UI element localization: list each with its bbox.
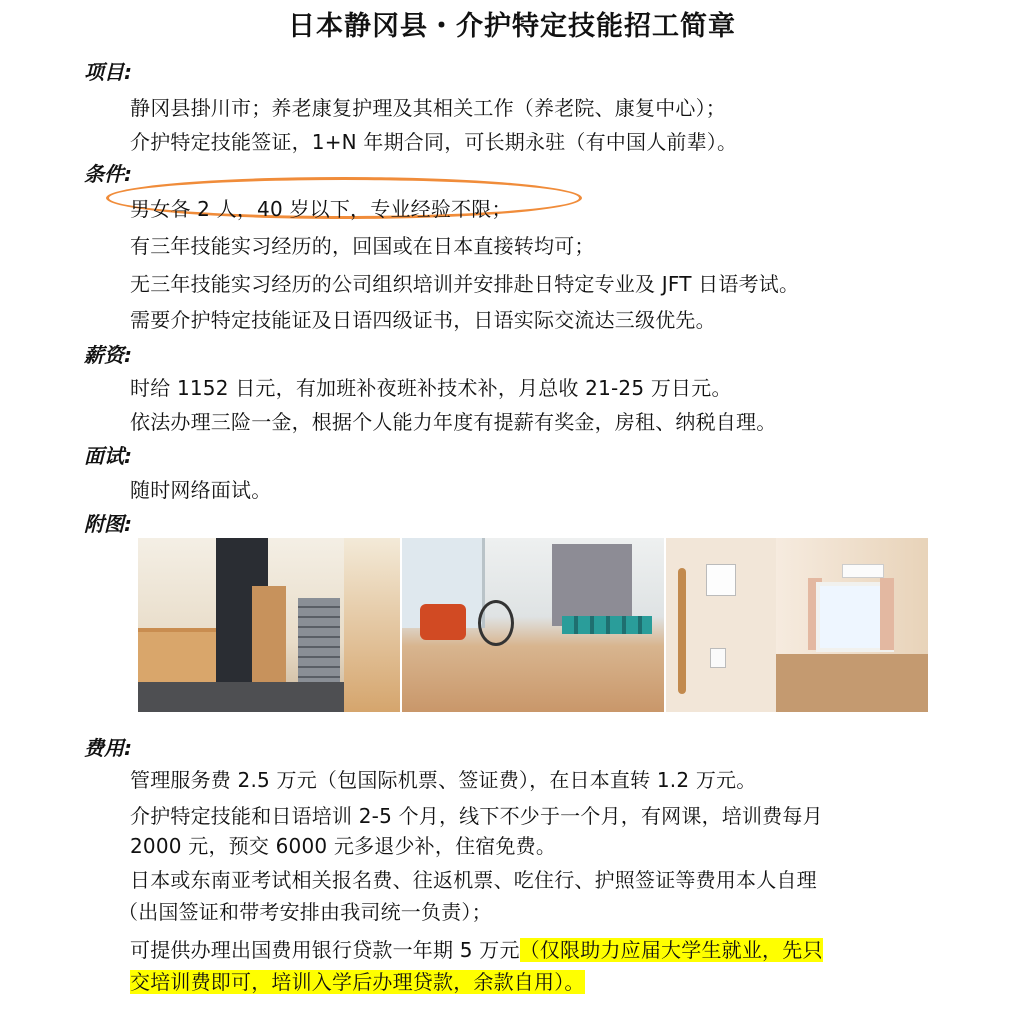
section-heading-conditions: 条件: bbox=[84, 162, 132, 186]
section-heading-interview: 面试: bbox=[84, 444, 132, 468]
conditions-line-4: 需要介护特定技能证及日语四级证书，日语实际交流达三级优先。 bbox=[130, 308, 716, 332]
section-heading-photos: 附图: bbox=[84, 512, 132, 536]
photo-care-room bbox=[666, 538, 928, 712]
page-title: 日本静冈县・介护特定技能招工简章 bbox=[288, 11, 736, 42]
photo-rehab-room bbox=[402, 538, 664, 712]
highlighted-note-part-2: 交培训费即可，培训入学后办理贷款，余款自用）。 bbox=[130, 970, 585, 994]
conditions-line-2: 有三年技能实习经历的，回国或在日本直接转均可； bbox=[130, 234, 595, 258]
section-heading-project: 项目: bbox=[84, 60, 132, 84]
photo-strip bbox=[138, 538, 928, 712]
interview-line-1: 随时网络面试。 bbox=[130, 478, 272, 502]
salary-line-1: 时给 1152 日元，有加班补夜班补技术补，月总收 21-25 万日元。 bbox=[130, 376, 732, 400]
fees-line-1: 管理服务费 2.5 万元（包国际机票、签证费），在日本直转 1.2 万元。 bbox=[130, 768, 757, 792]
section-heading-salary: 薪资: bbox=[84, 343, 132, 367]
section-heading-fees: 费用: bbox=[84, 736, 132, 760]
project-line-2: 介护特定技能签证，1+N 年期合同，可长期永驻（有中国人前辈）。 bbox=[130, 130, 738, 154]
fees-loan-text: 可提供办理出国费用银行贷款一年期 5 万元 bbox=[130, 938, 520, 962]
fees-line-6 bbox=[130, 934, 823, 963]
conditions-line-1: 男女各 2 人，40 岁以下，专业经验不限； bbox=[130, 197, 512, 221]
fees-line-3: 2000 元，预交 6000 元多退少补，住宿免费。 bbox=[130, 834, 557, 858]
photo-entrance-hall bbox=[138, 538, 400, 712]
fees-line-2: 介护特定技能和日语培训 2-5 个月，线下不少于一个月，有网课，培训费每月 bbox=[130, 804, 823, 828]
salary-line-2: 依法办理三险一金，根据个人能力年度有提薪有奖金，房租、纳税自理。 bbox=[130, 410, 777, 434]
fees-line-5: （出国签证和带考安排由我司统一负责）； bbox=[118, 900, 492, 924]
conditions-line-3: 无三年技能实习经历的公司组织培训并安排赴日特定专业及 JFT 日语考试。 bbox=[130, 272, 800, 296]
highlighted-note-part-1: （仅限助力应届大学生就业，先只 bbox=[519, 938, 823, 962]
fees-line-4: 日本或东南亚考试相关报名费、往返机票、吃住行、护照签证等费用本人自理 bbox=[130, 868, 817, 892]
project-line-1: 静冈县掛川市；养老康复护理及其相关工作（养老院、康复中心）； bbox=[130, 96, 726, 120]
fees-line-7 bbox=[130, 966, 585, 995]
